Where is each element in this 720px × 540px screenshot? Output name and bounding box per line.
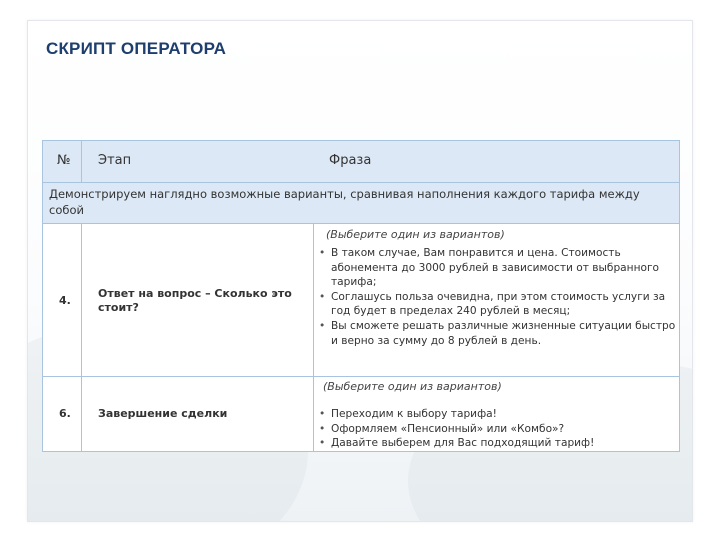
slide bbox=[27, 20, 693, 522]
list-item: • Соглашусь польза очевидна, при этом стоимость услуги за год будет в пределах 240 рублей в месяц; bbox=[331, 290, 677, 319]
list-item: • Оформляем «Пенсионный» или «Комбо»? bbox=[331, 422, 677, 437]
choose-hint: (Выберите один из вариантов) bbox=[326, 228, 505, 241]
stage-label: Ответ на вопрос – Сколько это стоит? bbox=[98, 287, 292, 314]
table-row bbox=[43, 223, 679, 376]
stage-label: Завершение сделки bbox=[98, 407, 228, 420]
row-number: 6. bbox=[59, 407, 71, 420]
phrase-list bbox=[317, 246, 677, 348]
table-header bbox=[43, 141, 679, 182]
header-stage: Этап bbox=[98, 153, 132, 168]
list-item: • Переходим к выбору тарифа! bbox=[331, 407, 677, 422]
intro-text: Демонстрируем наглядно возможные варианты, сравнивая наполнения каждого тарифа между собой bbox=[49, 187, 640, 217]
list-item: • Давайте выберем для Вас подходящий тариф! bbox=[331, 436, 677, 451]
phrase-list bbox=[317, 407, 677, 451]
page-title: СКРИПТ ОПЕРАТОРА bbox=[46, 39, 227, 58]
intro-row bbox=[43, 182, 679, 223]
script-table bbox=[42, 140, 680, 452]
row-number: 4. bbox=[59, 294, 71, 307]
list-item: • В таком случае, Вам понравится и цена. Стоимость абонемента до 3000 рублей в зависимости от выбранного тарифа; bbox=[331, 246, 677, 290]
choose-hint: (Выберите один из вариантов) bbox=[323, 380, 502, 393]
table-row bbox=[43, 376, 679, 451]
list-item: • Вы сможете решать различные жизненные ситуации быстро и верно за сумму до 8 рублей в день. bbox=[331, 319, 677, 348]
header-phrase: Фраза bbox=[329, 153, 372, 168]
header-num: № bbox=[57, 153, 71, 168]
